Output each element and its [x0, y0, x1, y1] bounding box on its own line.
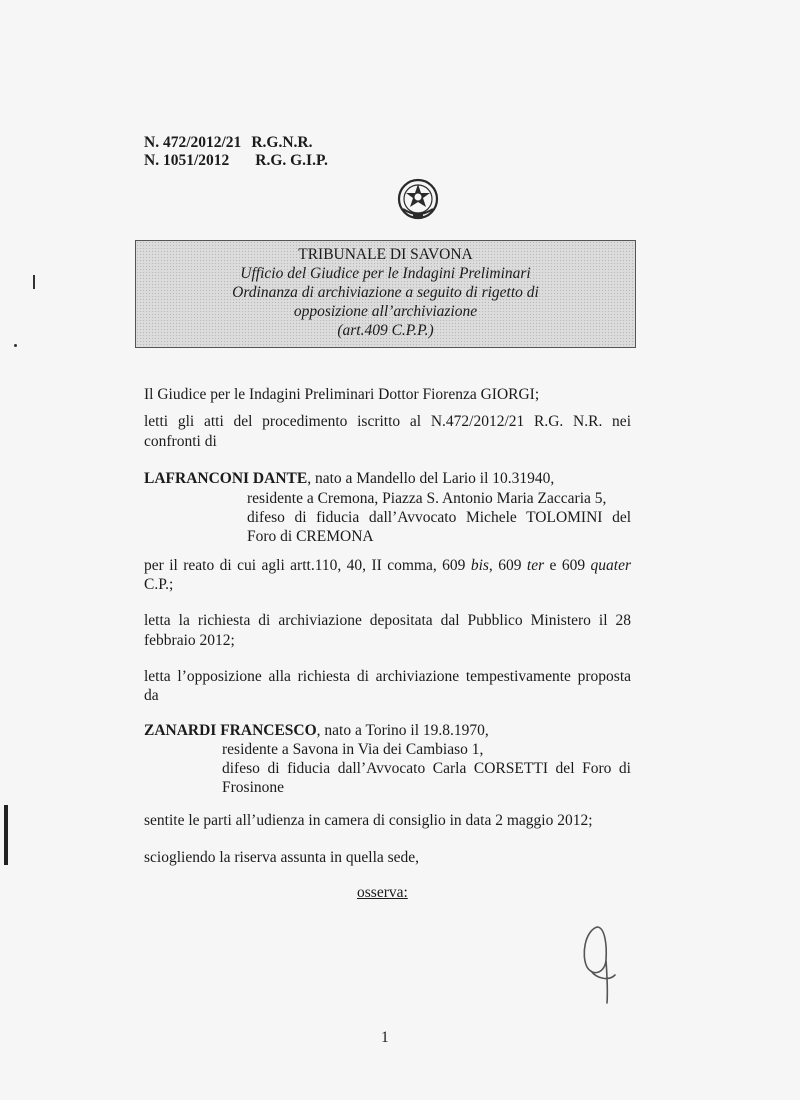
scan-edge-shadow — [4, 805, 8, 865]
crime-line1: per il reato di cui agli artt.110, 40, II comma, 609 bis, 609 ter e 609 quater — [144, 557, 632, 574]
handwritten-initial-icon — [575, 915, 625, 1010]
defendant-line: LAFRANCONI DANTE, nato a Mandello del Lario il 10.31940, — [144, 470, 555, 487]
opposition-line1: letta l’opposizione alla richiesta di archiviazione tempestivamente proposta — [144, 668, 631, 685]
request-line2: febbraio 2012; — [144, 632, 235, 649]
reserve-line: sciogliendo la riserva assunta in quella sede, — [144, 849, 420, 866]
page-number: 1 — [381, 1029, 389, 1046]
opponent-defense-line2: Frosinone — [222, 779, 284, 796]
court-name: TRIBUNALE DI SAVONA — [298, 246, 473, 263]
court-title-box — [135, 240, 636, 348]
proceeding-line1: letti gli atti del procedimento iscritto al N.472/2012/21 R.G. N.R. nei — [144, 413, 631, 430]
defendant-name: LAFRANCONI DANTE — [144, 470, 308, 487]
proceeding-line2: confronti di — [144, 433, 217, 450]
opponent-residence: residente a Savona in Via dei Cambiaso 1, — [222, 741, 484, 758]
court-office: Ufficio del Giudice per le Indagini Preliminari — [240, 265, 531, 282]
request-line1: letta la richiesta di archiviazione depositata dal Pubblico Ministero il 28 — [144, 612, 631, 629]
order-type-line2: opposizione all’archiviazione — [293, 303, 478, 320]
hearing-line: sentite le parti all’udienza in camera di consiglio in data 2 maggio 2012; — [144, 812, 593, 829]
legal-article: (art.409 C.P.P.) — [337, 322, 434, 339]
opponent-name: ZANARDI FRANCESCO — [144, 722, 317, 739]
scan-mark — [33, 275, 35, 289]
opponent-line: ZANARDI FRANCESCO, nato a Torino il 19.8.1970, — [144, 722, 489, 739]
case-number-rggip: N. 1051/2012 R.G. G.I.P. — [144, 152, 328, 169]
defendant-residence: residente a Cremona, Piazza S. Antonio Maria Zaccaria 5, — [247, 490, 607, 507]
case-number-rgnr: N. 472/2012/21 R.G.N.R. — [144, 134, 313, 151]
crime-line2: C.P.; — [144, 576, 174, 593]
defendant-defense-line1: difeso di fiducia dall’Avvocato Michele TOLOMINI del — [247, 509, 631, 526]
judge-line: Il Giudice per le Indagini Preliminari Dottor Fiorenza GIORGI; — [144, 386, 540, 403]
opposition-line2: da — [144, 687, 159, 704]
observes-heading: osserva: — [357, 884, 408, 901]
italian-republic-emblem-icon — [395, 175, 441, 221]
scan-mark — [14, 344, 17, 347]
order-type-line1: Ordinanza di archiviazione a seguito di rigetto di — [232, 284, 539, 301]
defendant-defense-line2: Foro di CREMONA — [247, 528, 374, 545]
opponent-defense-line1: difeso di fiducia dall’Avvocato Carla CORSETTI del Foro di — [222, 760, 631, 777]
